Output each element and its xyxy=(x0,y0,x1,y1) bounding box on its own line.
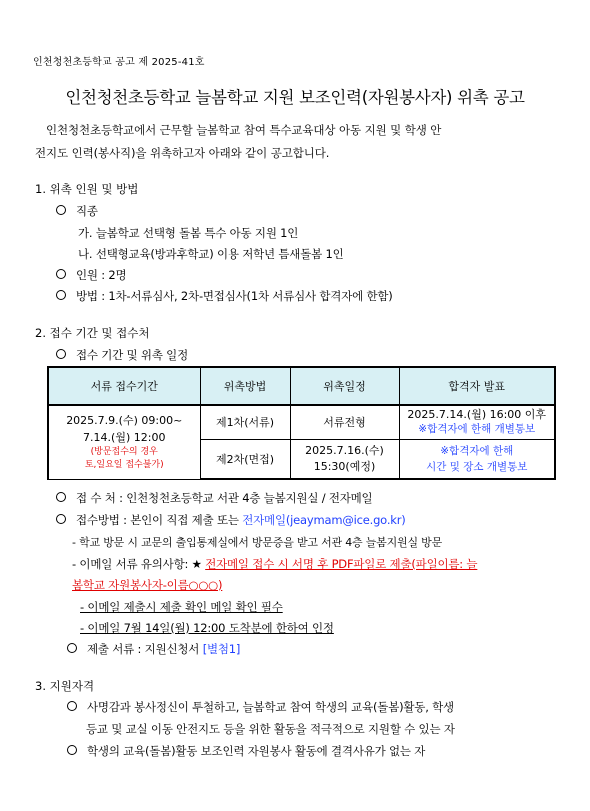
round1-method: 제1차(서류) xyxy=(200,405,290,439)
round1-result xyxy=(399,405,555,439)
circle-bullet-icon xyxy=(56,349,66,359)
header-result: 합격자 발표 xyxy=(399,367,555,405)
section-1-heading: 1. 위촉 인원 및 방법 xyxy=(35,182,139,196)
place-text: 접 수 처 : 인천청천초등학교 서관 4층 늘봄지원실 / 전자메일 xyxy=(76,491,373,505)
round2-schedule-line-2: 15:30(예정) xyxy=(313,459,376,473)
notice-number: 인천청천초등학교 공고 제 2025-41호 xyxy=(33,57,205,68)
submit-method-row xyxy=(56,512,406,528)
schedule-row xyxy=(56,347,188,363)
section-2-heading: 2. 접수 기간 및 접수처 xyxy=(35,326,150,340)
header-period: 서류 접수기간 xyxy=(48,367,200,405)
circle-bullet-icon xyxy=(56,269,66,279)
circle-bullet-icon xyxy=(67,745,77,755)
type-label: 직종 xyxy=(76,204,98,218)
table-row xyxy=(48,405,555,439)
round1-result-date: 2025.7.14.(월) 16:00 이후 xyxy=(407,408,547,422)
circle-bullet-icon xyxy=(56,205,66,215)
qualification-1-line-2: 등교 및 교실 이동 안전지도 등을 위한 활동을 적극적으로 지원할 수 있는 자 xyxy=(86,722,455,736)
docs-row xyxy=(67,641,240,657)
schedule-table xyxy=(47,366,556,480)
round2-schedule xyxy=(290,439,399,479)
email-note-red-2: 봄학교 자원봉사자-이름○○○) xyxy=(72,578,223,592)
circle-bullet-icon xyxy=(56,514,66,524)
intro-line-1: 인천청천초등학교에서 근무할 늘봄학교 참여 특수교육대상 아동 지원 및 학생 안 xyxy=(46,123,442,137)
round2-schedule-line-1: 2025.7.16.(수) xyxy=(305,443,384,457)
qualification-1-line-1: 사명감과 봉사정신이 투철하고, 늘봄학교 참여 학생의 교육(돌봄)활동, 학생 xyxy=(87,700,454,714)
round2-method: 제2차(면접) xyxy=(200,439,290,479)
qualification-2-row xyxy=(67,743,425,759)
count-text: 인원 : 2명 xyxy=(76,268,127,282)
page-title: 인천청천초등학교 늘봄학교 지원 보조인력(자원봉사자) 위촉 공고 xyxy=(65,88,525,107)
type-b: 나. 선택형교육(방과후학교) 이용 저학년 틈새돌봄 1인 xyxy=(78,247,344,261)
docs-text: 제출 서류 : 지원신청서 xyxy=(87,642,203,656)
round1-result-note: ※합격자에 한해 개별통보 xyxy=(418,423,536,436)
type-a: 가. 늘봄학교 선택형 돌봄 특수 아동 지원 1인 xyxy=(78,226,299,240)
visit-note: - 학교 방문 시 교문의 출입통제실에서 방문증을 받고 서관 4층 늘봄지원실 방문 xyxy=(72,536,443,549)
email-note-row xyxy=(72,556,477,572)
submit-method-text: 접수방법 : 본인이 직접 제출 또는 xyxy=(76,513,243,527)
header-schedule: 위촉일정 xyxy=(290,367,399,405)
form-attachment-link[interactable]: [별첨1] xyxy=(202,642,241,656)
schedule-label: 접수 기간 및 위촉 일정 xyxy=(76,348,189,362)
period-cell xyxy=(48,405,200,479)
email-check-note: - 이메일 제출시 제출 확인 메일 확인 필수 xyxy=(80,600,283,614)
type-row xyxy=(56,203,98,219)
qualification-2-text: 학생의 교육(돌봄)활동 보조인력 자원봉사 활동에 결격사유가 없는 자 xyxy=(87,744,426,758)
circle-bullet-icon xyxy=(56,492,66,502)
email-deadline-note: - 이메일 7월 14일(월) 12:00 도착분에 한하여 인정 xyxy=(80,621,334,635)
period-note-1: (방문접수의 경우 xyxy=(90,447,158,458)
circle-bullet-icon xyxy=(67,701,77,711)
header-method: 위촉방법 xyxy=(200,367,290,405)
circle-bullet-icon xyxy=(67,643,77,653)
round2-result-line-2: 시간 및 장소 개별통보 xyxy=(426,460,528,473)
count-row xyxy=(56,267,126,283)
section-3-heading: 3. 지원자격 xyxy=(35,679,95,693)
round2-result xyxy=(399,439,555,479)
email-note-red-1: 전자메일 접수 시 서명 후 PDF파일로 제출(파일이름: 늘 xyxy=(205,557,478,571)
email-address-link[interactable]: 전자메일(jeaymam@ice.go.kr) xyxy=(242,513,406,527)
place-row xyxy=(56,490,372,506)
circle-bullet-icon xyxy=(56,290,66,300)
intro-line-2: 전지도 인력(봉사직)을 위촉하고자 아래와 같이 공고합니다. xyxy=(35,146,330,160)
period-line-2: 7.14.(월) 12:00 xyxy=(83,431,166,445)
qualification-1-row xyxy=(67,699,454,715)
round2-result-line-1: ※합격자에 한해 xyxy=(440,444,514,457)
period-line-1: 2025.7.9.(수) 09:00~ xyxy=(66,414,183,428)
table-header-row xyxy=(48,367,555,405)
method-row xyxy=(56,288,393,304)
email-note-prefix: - 이메일 서류 유의사항: ★ xyxy=(72,557,206,571)
round1-schedule: 서류전형 xyxy=(290,405,399,439)
method-text: 방법 : 1차-서류심사, 2차-면접심사(1차 서류심사 합격자에 한함) xyxy=(76,289,393,303)
period-note-2: 토,일요일 접수불가) xyxy=(84,460,164,471)
